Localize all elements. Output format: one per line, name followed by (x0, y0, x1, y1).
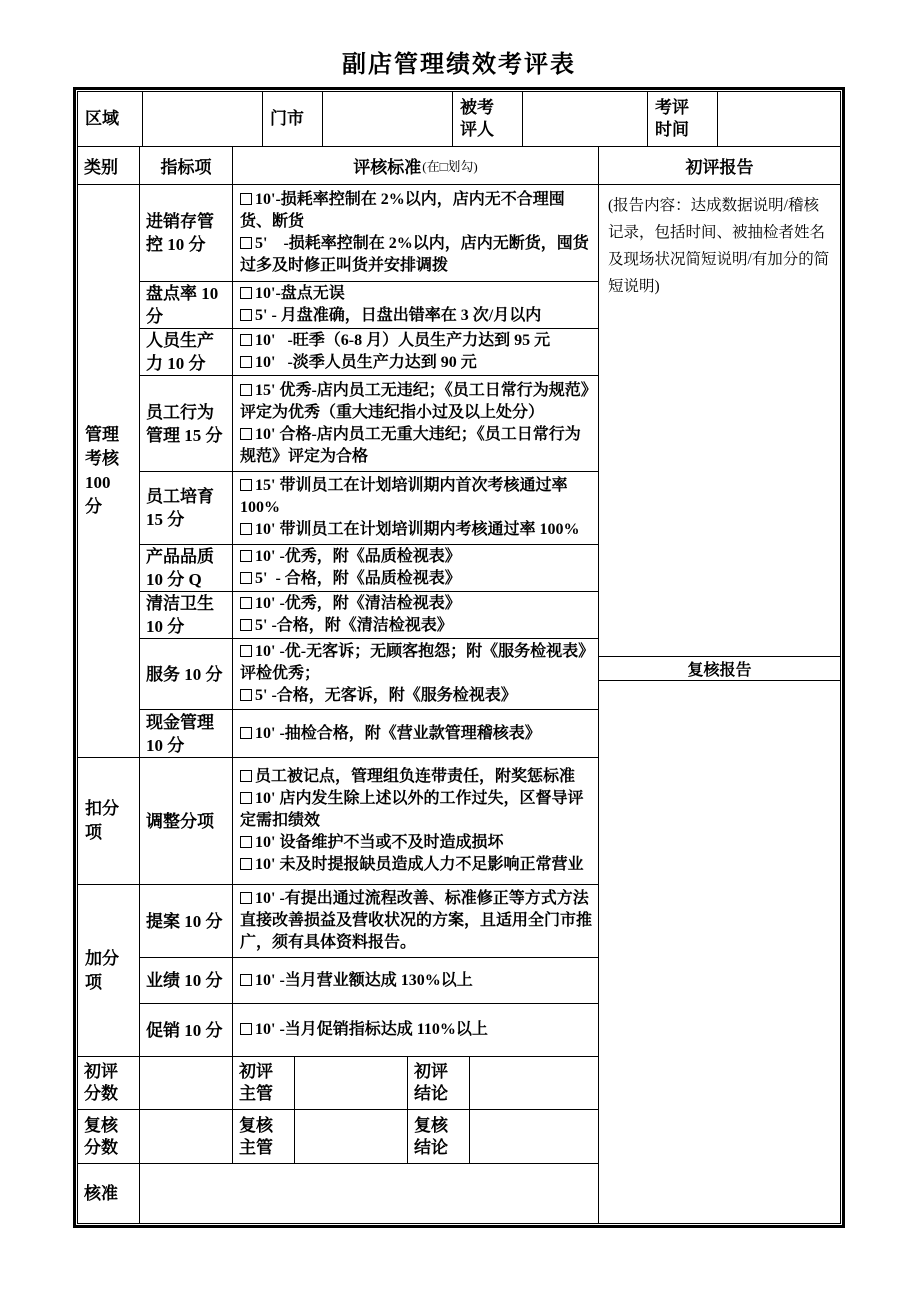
criteria-line: 10' -优-无客诉；无顾客抱怨；附《服务检视表》评检优秀； (240, 643, 587, 682)
table-row (140, 758, 598, 884)
score-row (78, 1110, 598, 1164)
criteria-line: 10' -淡季人员生产力达到 90 元 (240, 352, 594, 374)
table-row (140, 710, 598, 757)
table-row (140, 376, 598, 472)
criteria-line: 10' 合格-店内员工无重大违纪；《员工日常行为规范》评定为合格 (240, 425, 581, 465)
eval-time-value-cell[interactable] (718, 92, 840, 146)
score-value-cell[interactable] (140, 1057, 233, 1109)
conclusion-label: 复核结论 (408, 1110, 470, 1163)
groups (78, 185, 598, 1057)
checkbox-icon[interactable] (240, 572, 252, 584)
criteria-line: 10' -优秀，附《清洁检视表》 (240, 593, 594, 615)
evaluee-label: 被考评人 (453, 92, 523, 146)
criteria-line: 10'-损耗率控制在 2%以内，店内无不合理囤货、断货 (240, 191, 565, 230)
criteria-section (78, 147, 599, 1223)
indicator-label: 人员生产力 10 分 (140, 329, 233, 375)
criteria-line: 10' 带训员工在计划培训期内考核通过率 100% (240, 519, 594, 541)
indicator-label: 清洁卫生 10 分 (140, 592, 233, 638)
checkbox-icon[interactable] (240, 727, 252, 739)
checkbox-icon[interactable] (240, 334, 252, 346)
checkbox-icon[interactable] (240, 645, 252, 657)
manager-label: 初评主管 (233, 1057, 295, 1109)
table-row (140, 639, 598, 710)
checkbox-icon[interactable] (240, 836, 252, 848)
table-inner (77, 91, 841, 1224)
checkbox-icon[interactable] (240, 309, 252, 321)
category-cell: 加分项 (78, 885, 140, 1056)
table-row (140, 472, 598, 545)
checkbox-icon[interactable] (240, 356, 252, 368)
criteria-column-header (233, 147, 598, 184)
initial-report-area[interactable] (599, 185, 840, 657)
store-label: 门市 (263, 92, 323, 146)
score-value-cell[interactable] (140, 1110, 233, 1163)
criteria-line: 10' -旺季（6-8 月）人员生产力达到 95 元 (240, 330, 594, 352)
table-row (140, 958, 598, 1004)
review-report-area[interactable] (599, 681, 840, 1223)
indicator-label: 盘点率 10 分 (140, 282, 233, 328)
criteria-line: 5' -合格，无客诉，附《服务检视表》 (240, 685, 594, 707)
checkbox-icon[interactable] (240, 689, 252, 701)
review-report-header: 复核报告 (599, 657, 840, 681)
table-row (140, 329, 598, 376)
criteria-cell (233, 472, 598, 544)
criteria-line: 15' 带训员工在计划培训期内首次考核通过率 100% (240, 477, 572, 516)
checkbox-icon[interactable] (240, 1023, 252, 1035)
eval-time-label: 考评时间 (648, 92, 718, 146)
checkbox-icon[interactable] (240, 597, 252, 609)
criteria-cell (233, 710, 598, 757)
category-cell: 扣分项 (78, 758, 140, 884)
manager-label: 复核主管 (233, 1110, 295, 1163)
criteria-cell (233, 376, 598, 471)
category-group (78, 185, 598, 758)
initial-report-header: 初评报告 (599, 147, 840, 185)
criteria-line: 10' 未及时提报缺员造成人力不足影响正常营业 (240, 854, 594, 876)
checkbox-icon[interactable] (240, 550, 252, 562)
initial-report-note: (报告内容：达成数据说明/稽核记录，包括时间、被抽检者姓名及现场状况简短说明/有加分的简短说明) (608, 197, 830, 295)
checkbox-icon[interactable] (240, 770, 252, 782)
checkbox-icon[interactable] (240, 287, 252, 299)
criteria-line: 5' - 月盘准确，日盘出错率在 3 次/月以内 (240, 305, 594, 327)
table-row (140, 282, 598, 329)
report-section (599, 147, 840, 1223)
checkbox-icon[interactable] (240, 792, 252, 804)
criteria-line: 10'-盘点无误 (240, 283, 594, 305)
approval-row (78, 1164, 598, 1223)
category-group (78, 758, 598, 885)
conclusion-value-cell[interactable] (470, 1057, 598, 1109)
criteria-line: 5' -损耗率控制在 2%以内，店内无断货，囤货过多及时修正叫货并安排调拨 (240, 235, 589, 274)
indicator-rows (140, 885, 598, 1056)
indicator-rows (140, 185, 598, 757)
indicator-label: 调整分项 (140, 758, 233, 884)
indicator-label: 员工培育 15 分 (140, 472, 233, 544)
store-value-cell[interactable] (323, 92, 453, 146)
checkbox-icon[interactable] (240, 619, 252, 631)
indicator-label: 产品品质 10 分 Q (140, 545, 233, 591)
criteria-cell (233, 958, 598, 1003)
criteria-cell (233, 329, 598, 375)
footer-rows (78, 1057, 598, 1164)
indicator-label: 提案 10 分 (140, 885, 233, 957)
criteria-line: 10' 设备维护不当或不及时造成损坏 (240, 832, 594, 854)
indicator-label: 业绩 10 分 (140, 958, 233, 1003)
criteria-header-note: (在□划勾) (422, 159, 478, 174)
checkbox-icon[interactable] (240, 384, 252, 396)
criteria-line: 员工被记点，管理组负连带责任，附奖惩标准 (240, 766, 594, 788)
criteria-cell (233, 185, 598, 281)
criteria-cell (233, 639, 598, 709)
table-main (78, 147, 840, 1223)
table-row (140, 1004, 598, 1056)
approval-label: 核准 (78, 1164, 140, 1223)
checkbox-icon[interactable] (240, 237, 252, 249)
category-cell: 管理考核 100 分 (78, 185, 140, 757)
indicator-label: 服务 10 分 (140, 639, 233, 709)
checkbox-icon[interactable] (240, 193, 252, 205)
criteria-cell (233, 592, 598, 638)
score-row (78, 1057, 598, 1110)
criteria-cell (233, 1004, 598, 1056)
checkbox-icon[interactable] (240, 858, 252, 870)
criteria-header-text: 评核标准 (353, 158, 422, 177)
score-label: 复核分数 (78, 1110, 140, 1163)
table-row (140, 545, 598, 592)
conclusion-value-cell[interactable] (470, 1110, 598, 1163)
criteria-cell (233, 282, 598, 328)
criteria-line: 10' -优秀，附《品质检视表》 (240, 546, 594, 568)
info-row (78, 92, 840, 147)
criteria-line: 10' 店内发生除上述以外的工作过失，区督导评定需扣绩效 (240, 790, 584, 829)
criteria-cell (233, 545, 598, 591)
criteria-line: 10' -当月促销指标达成 110%以上 (240, 1019, 594, 1041)
indicator-label: 员工行为管理 15 分 (140, 376, 233, 471)
indicator-label: 现金管理 10 分 (140, 710, 233, 757)
criteria-cell (233, 885, 598, 957)
checkbox-icon[interactable] (240, 479, 252, 491)
criteria-line: 5' - 合格，附《品质检视表》 (240, 568, 594, 590)
column-header-row (78, 147, 598, 185)
category-group (78, 885, 598, 1057)
category-column-header: 类别 (78, 147, 140, 184)
table-row (140, 885, 598, 958)
indicator-label: 促销 10 分 (140, 1004, 233, 1056)
doc-title: 副店管理绩效考评表 (342, 52, 576, 78)
region-label: 区域 (78, 92, 143, 146)
table-row (140, 185, 598, 282)
score-label: 初评分数 (78, 1057, 140, 1109)
indicator-label: 进销存管控 10 分 (140, 185, 233, 281)
evaluation-table (73, 87, 845, 1228)
checkbox-icon[interactable] (240, 974, 252, 986)
criteria-cell (233, 758, 598, 884)
checkbox-icon[interactable] (240, 892, 252, 904)
criteria-line: 5' -合格，附《清洁检视表》 (240, 615, 594, 637)
manager-value-cell[interactable] (295, 1110, 408, 1163)
manager-value-cell[interactable] (295, 1057, 408, 1109)
indicator-rows (140, 758, 598, 884)
region-value-cell[interactable] (143, 92, 263, 146)
approval-value-cell[interactable] (140, 1164, 598, 1223)
table-row (140, 592, 598, 639)
criteria-line: 10' -当月营业额达成 130%以上 (240, 970, 594, 992)
criteria-line: 10' -有提出通过流程改善、标准修正等方式方法直接改善损益及营收状况的方案，且适用全门市推广，须有具体资料报告。 (240, 890, 593, 951)
conclusion-label: 初评结论 (408, 1057, 470, 1109)
criteria-line: 10' -抽检合格，附《营业款管理稽核表》 (240, 723, 594, 745)
checkbox-icon[interactable] (240, 523, 252, 535)
criteria-line: 15' 优秀-店内员工无违纪；《员工日常行为规范》评定为优秀（重大违纪指小过及以上处分） (240, 381, 589, 421)
evaluee-value-cell[interactable] (523, 92, 648, 146)
indicator-column-header: 指标项 (140, 147, 233, 184)
checkbox-icon[interactable] (240, 428, 252, 440)
